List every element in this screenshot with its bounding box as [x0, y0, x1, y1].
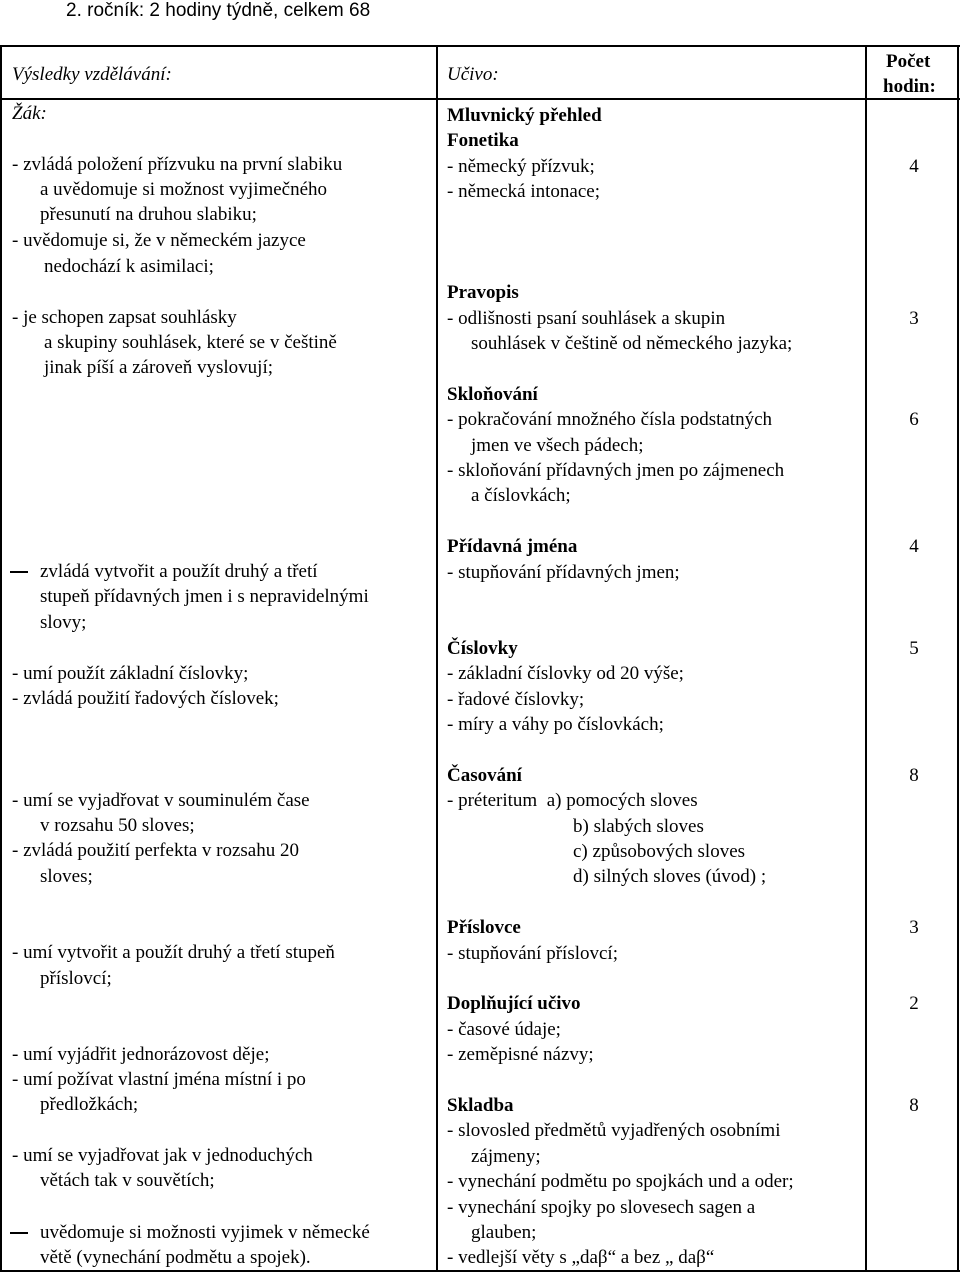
content-line: - skloňování přídavných jmen po zájmenech — [447, 460, 785, 481]
section-heading: Skloňování — [447, 384, 538, 405]
page-heading: 2. ročník: 2 hodiny týdně, celkem 68 — [66, 0, 371, 21]
section-heading: Pravopis — [447, 282, 519, 303]
content-line: - stupňování příslovcí; — [447, 943, 618, 964]
content-line: - vynechání podmětu po spojkách und a oder; — [447, 1171, 794, 1192]
content-line: - stupňování přídavných jmen; — [447, 562, 680, 583]
table-right-border — [957, 45, 959, 1272]
content-line: - zeměpisné názvy; — [447, 1044, 594, 1065]
content-line: c) způsobových sloves — [573, 841, 746, 862]
outcome-line: - umí se vyjadřovat v souminulém čase — [12, 790, 310, 811]
outcome-line: - umí použít základní číslovky; — [12, 663, 249, 684]
content-line: souhlásek v češtině od německého jazyka; — [471, 333, 793, 354]
header-hours-line1: Počet — [886, 51, 931, 72]
content-line: - vynechání spojky po slovesech sagen a — [447, 1197, 756, 1218]
content-line: a číslovkách; — [471, 485, 571, 506]
section-heading: Číslovky — [447, 638, 518, 659]
content-line: - odlišnosti psaní souhlásek a skupin — [447, 308, 726, 329]
section-heading: Přídavná jména — [447, 536, 578, 557]
hours-value: 3 — [909, 917, 919, 938]
content-line: b) slabých sloves — [573, 816, 704, 837]
section-heading: Fonetika — [447, 130, 519, 151]
content-line: - základní číslovky od 20 výše; — [447, 663, 684, 684]
outcome-line: - je schopen zapsat souhlásky — [12, 307, 237, 328]
column-divider-2 — [865, 45, 867, 1272]
outcome-line: přesunutí na druhou slabiku; — [40, 204, 257, 225]
section-heading: Doplňující učivo — [447, 993, 581, 1014]
content-line: - německý přízvuk; — [447, 156, 595, 177]
content-line: - míry a váhy po číslovkách; — [447, 714, 664, 735]
outcome-line: větách tak v souvětích; — [40, 1170, 215, 1191]
outcome-line: - umí požívat vlastní jména místní i po — [12, 1069, 306, 1090]
table-bottom-border — [0, 1270, 960, 1272]
outcome-line: - zvládá použití řadových číslovek; — [12, 688, 279, 709]
outcome-line: příslovcí; — [40, 968, 112, 989]
content-line: - préteritum a) pomocých sloves — [447, 790, 698, 811]
content-line: zájmeny; — [471, 1146, 541, 1167]
section-heading: Mluvnický přehled — [447, 105, 602, 126]
content-line: glauben; — [471, 1222, 537, 1243]
content-line: - pokračování množného čísla podstatných — [447, 409, 773, 430]
content-line: - časové údaje; — [447, 1019, 561, 1040]
section-heading: Příslovce — [447, 917, 521, 938]
outcome-line: nedochází k asimilaci; — [44, 256, 214, 277]
outcome-line: uvědomuje si možnosti vyjimek v německé — [40, 1222, 370, 1243]
outcome-line: - umí se vyjadřovat jak v jednoduchých — [12, 1145, 313, 1166]
outcome-line: - umí vytvořit a použít druhý a třetí stupeň — [12, 942, 335, 963]
outcome-line: - zvládá použití perfekta v rozsahu 20 — [12, 840, 299, 861]
outcome-line: a uvědomuje si možnost vyjimečného — [40, 179, 328, 200]
outcome-line: - zvládá položení přízvuku na první slabiku — [12, 154, 343, 175]
outcome-line: v rozsahu 50 sloves; — [40, 815, 195, 836]
outcome-line: větě (vynechání podmětu a spojek). — [40, 1247, 311, 1268]
header-bottom-border — [0, 98, 960, 100]
table-left-border — [0, 45, 2, 1272]
hours-value: 4 — [909, 536, 919, 557]
table-top-border — [0, 45, 960, 47]
header-outcomes: Výsledky vzdělávání: — [12, 64, 172, 85]
hours-value: 3 — [909, 308, 919, 329]
outcome-line: sloves; — [40, 866, 93, 887]
outcome-line: slovy; — [40, 612, 87, 633]
content-line: - německá intonace; — [447, 181, 600, 202]
hours-value: 6 — [909, 409, 919, 430]
hours-value: 8 — [909, 765, 919, 786]
hours-value: 2 — [909, 993, 919, 1014]
header-content: Učivo: — [447, 64, 499, 85]
outcome-line: a skupiny souhlásek, které se v češtině — [44, 332, 337, 353]
hours-value: 8 — [909, 1095, 919, 1116]
outcome-line: stupeň přídavných jmen i s nepravidelnými — [40, 586, 369, 607]
content-line: d) silných sloves (úvod) ; — [573, 866, 767, 887]
bullet-dash — [10, 1232, 28, 1234]
content-line: - řadové číslovky; — [447, 689, 585, 710]
column-divider-1 — [436, 45, 438, 1272]
content-line: jmen ve všech pádech; — [471, 435, 644, 456]
header-hours-line2: hodin: — [883, 76, 936, 97]
hours-value: 4 — [909, 156, 919, 177]
content-line: - vedlejší věty s „daβ“ a bez „ daβ“ — [447, 1247, 715, 1268]
outcome-line: jinak píší a zároveň vyslovují; — [44, 357, 274, 378]
hours-value: 5 — [909, 638, 919, 659]
section-heading: Časování — [447, 765, 522, 786]
outcome-line: předložkách; — [40, 1094, 139, 1115]
outcome-line: - umí vyjádřit jednorázovost děje; — [12, 1044, 270, 1065]
outcome-line: - uvědomuje si, že v německém jazyce — [12, 230, 306, 251]
bullet-dash — [10, 571, 28, 573]
section-heading: Skladba — [447, 1095, 514, 1116]
content-line: - slovosled předmětů vyjadřených osobními — [447, 1120, 781, 1141]
pupil-label: Žák: — [12, 103, 47, 124]
outcome-line: zvládá vytvořit a použít druhý a třetí — [40, 561, 318, 582]
